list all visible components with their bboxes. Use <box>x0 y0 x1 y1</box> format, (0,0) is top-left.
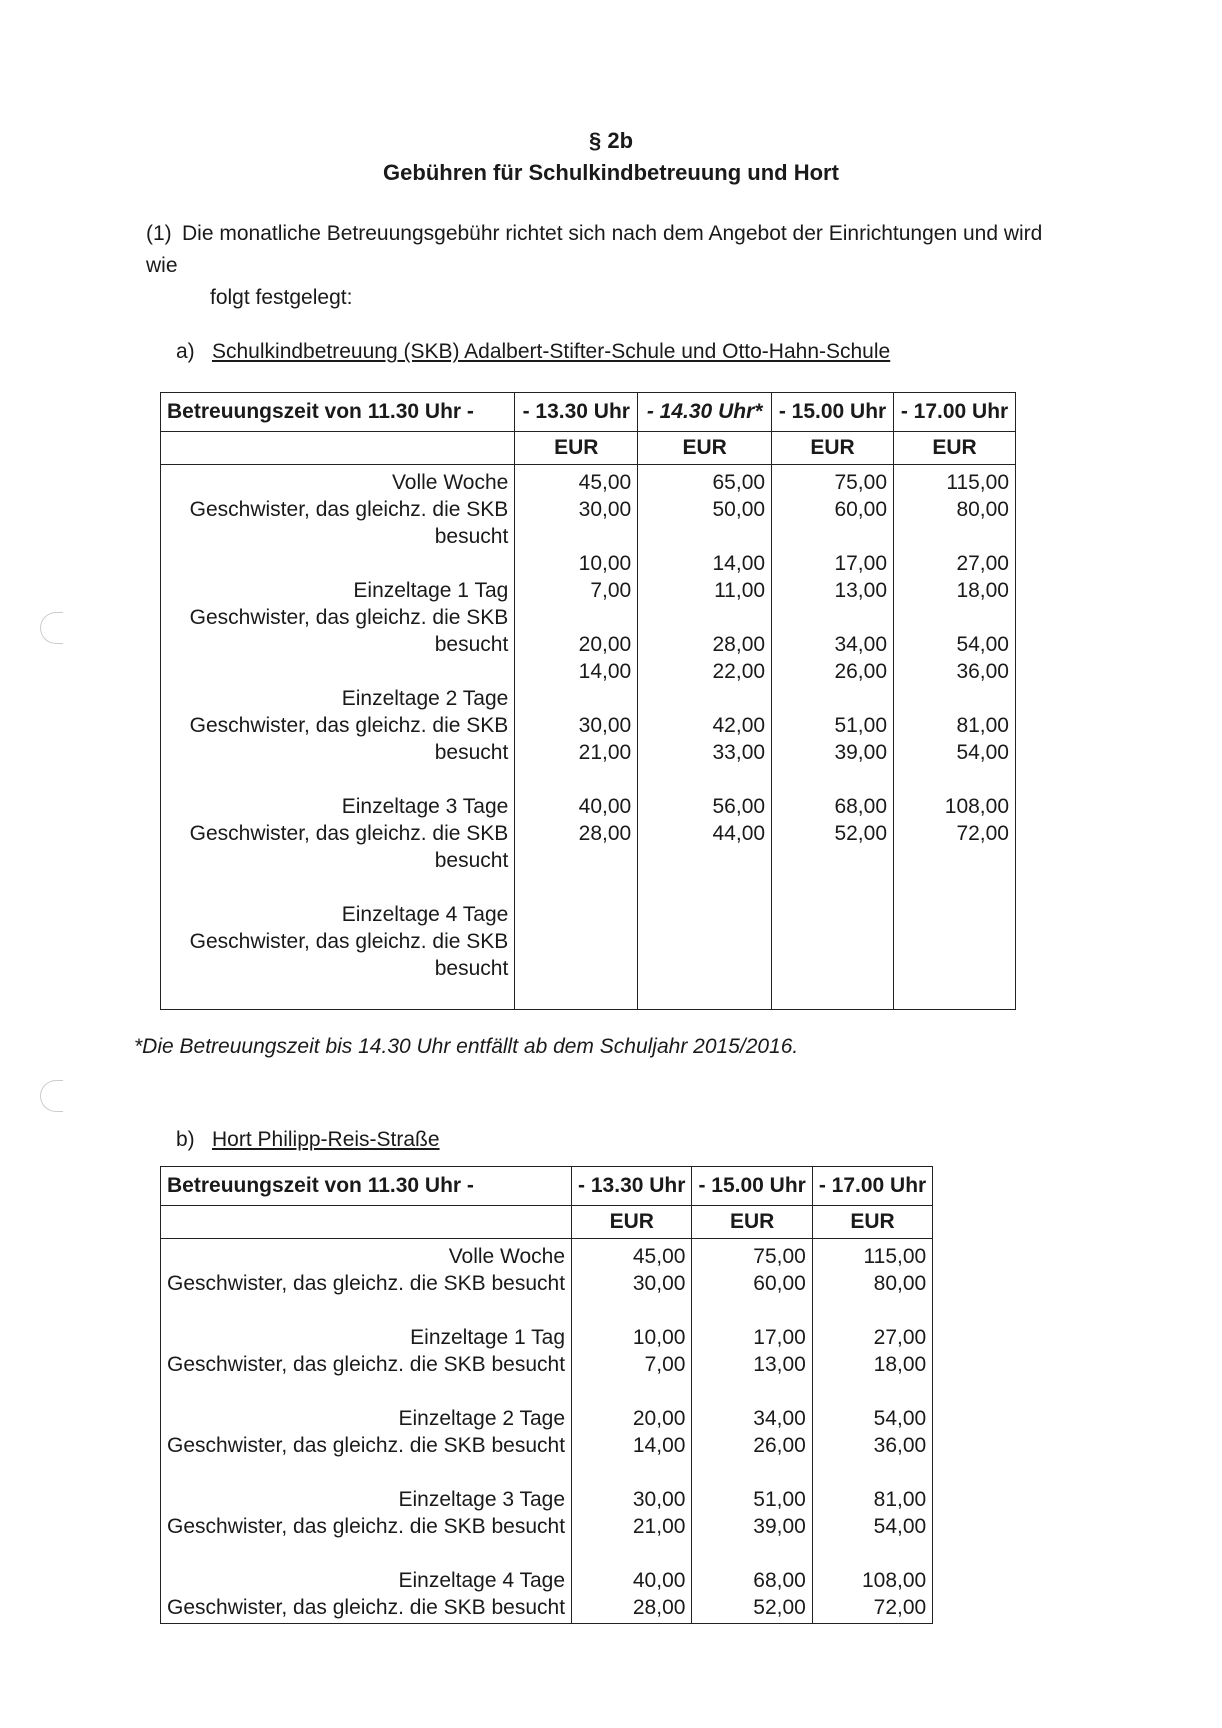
cell-line <box>644 928 765 955</box>
cell-line: 42,00 <box>712 714 766 737</box>
cell-line <box>819 1540 926 1567</box>
cell-line: 36,00 <box>956 660 1009 683</box>
cell-line: 28,00 <box>712 633 766 656</box>
cell-line: Geschwister, das gleichz. die SKB <box>189 498 509 521</box>
cell-line: 44,00 <box>712 822 766 845</box>
cell-line: 81,00 <box>873 1488 927 1511</box>
cell-line: 18,00 <box>956 579 1009 602</box>
cell-line <box>644 766 765 793</box>
cell-line <box>578 1297 685 1324</box>
cell-line: 54,00 <box>873 1515 927 1538</box>
fee-table-a <box>160 392 1016 1010</box>
cell-line: 60,00 <box>834 498 888 521</box>
cell-line: 30,00 <box>578 498 632 521</box>
table-a-labels <box>161 465 515 1010</box>
cell-line <box>644 604 765 631</box>
section-b-title: Hort Philipp-Reis-Straße <box>212 1128 440 1151</box>
cell-line: 108,00 <box>944 795 1009 818</box>
cell-line: Geschwister, das gleichz. die SKB besucht <box>167 1515 566 1538</box>
cell-line: 52,00 <box>753 1596 806 1619</box>
cell-line: 7,00 <box>590 579 632 602</box>
cell-line <box>819 1297 926 1324</box>
cell-line: 13,00 <box>834 579 888 602</box>
cell-line: 34,00 <box>753 1407 806 1430</box>
table-b-currency: EUR <box>812 1206 932 1239</box>
section-a-letter: a) <box>176 340 195 363</box>
cell-line: 54,00 <box>873 1407 927 1430</box>
intro-line-2: folgt festgelegt: <box>210 286 353 309</box>
table-b-col-1700: - 17.00 Uhr <box>812 1167 932 1206</box>
cell-line: 26,00 <box>753 1434 806 1457</box>
cell-line <box>167 1378 565 1405</box>
cell-line: 45,00 <box>632 1245 686 1268</box>
section-b-heading <box>176 1128 440 1152</box>
cell-line: 22,00 <box>712 660 766 683</box>
cell-line: Einzeltage 1 Tag <box>410 1326 566 1349</box>
cell-line: Einzeltage 4 Tage <box>341 903 509 926</box>
cell-line <box>778 685 887 712</box>
table-b-currency-blank <box>161 1206 572 1239</box>
cell-line <box>167 874 508 901</box>
cell-line: besucht <box>434 633 509 656</box>
cell-line: 30,00 <box>578 714 632 737</box>
cell-line <box>900 874 1009 901</box>
table-b-header-row <box>161 1167 933 1206</box>
cell-line <box>167 1459 565 1486</box>
cell-line: besucht <box>434 957 509 980</box>
cell-line <box>644 955 765 982</box>
cell-line: 72,00 <box>956 822 1009 845</box>
cell-line: 65,00 <box>712 471 766 494</box>
cell-line <box>521 928 631 955</box>
cell-line: 28,00 <box>578 822 632 845</box>
cell-line <box>167 658 508 685</box>
cell-line: 28,00 <box>632 1596 686 1619</box>
cell-line <box>900 901 1009 928</box>
cell-line: 10,00 <box>632 1326 686 1349</box>
cell-line <box>578 1378 685 1405</box>
intro-line-1: Die monatliche Betreuungsgebühr richtet sich nach dem Angebot der Einrichtungen und wird wie <box>146 222 1043 277</box>
cell-line: 75,00 <box>753 1245 806 1268</box>
cell-line: 14,00 <box>712 552 766 575</box>
table-a-col-1700: - 17.00 Uhr <box>894 393 1016 432</box>
table-b-header-label: Betreuungszeit von 11.30 Uhr - <box>161 1167 572 1206</box>
cell-line: Einzeltage 2 Tage <box>398 1407 566 1430</box>
table-a-currency-row <box>161 432 1016 465</box>
cell-line: Geschwister, das gleichz. die SKB <box>189 606 509 629</box>
cell-line: 30,00 <box>632 1488 686 1511</box>
cell-line <box>778 874 887 901</box>
cell-line: Einzeltage 2 Tage <box>341 687 509 710</box>
cell-line: Einzeltage 3 Tage <box>341 795 509 818</box>
cell-line <box>521 874 631 901</box>
cell-line <box>167 550 508 577</box>
table-a-values-1430 <box>638 465 772 1010</box>
table-b-body-row <box>161 1239 933 1624</box>
table-b-col-1500: - 15.00 Uhr <box>692 1167 812 1206</box>
table-a-body-row <box>161 465 1016 1010</box>
cell-line <box>698 1540 805 1567</box>
cell-line <box>578 1459 685 1486</box>
cell-line: Geschwister, das gleichz. die SKB besucht <box>167 1434 566 1457</box>
cell-line: 30,00 <box>632 1272 686 1295</box>
cell-line <box>644 523 765 550</box>
cell-line <box>698 1378 805 1405</box>
cell-line: 36,00 <box>873 1434 927 1457</box>
table-a-currency: EUR <box>894 432 1016 465</box>
table-b-values-1700 <box>812 1239 932 1624</box>
table-b-values-1330 <box>572 1239 692 1624</box>
cell-line: 17,00 <box>753 1326 806 1349</box>
cell-line <box>778 955 887 982</box>
table-a-header-row <box>161 393 1016 432</box>
cell-line: besucht <box>434 525 509 548</box>
section-b-letter: b) <box>176 1128 195 1151</box>
table-a-col-1330: - 13.30 Uhr <box>515 393 638 432</box>
cell-line: besucht <box>434 741 509 764</box>
cell-line <box>778 928 887 955</box>
cell-line: 72,00 <box>873 1596 927 1619</box>
cell-line: 21,00 <box>632 1515 686 1538</box>
cell-line: 39,00 <box>834 741 888 764</box>
cell-line: Geschwister, das gleichz. die SKB <box>189 714 509 737</box>
intro-number: (1) <box>146 222 172 245</box>
cell-line <box>521 604 631 631</box>
table-a-header-label: Betreuungszeit von 11.30 Uhr - <box>161 393 515 432</box>
cell-line: Geschwister, das gleichz. die SKB besucht <box>167 1596 566 1619</box>
cell-line: 33,00 <box>712 741 766 764</box>
cell-line: 17,00 <box>834 552 888 575</box>
cell-line: 115,00 <box>863 1245 927 1268</box>
table-a-values-1700 <box>894 465 1016 1010</box>
cell-line <box>778 901 887 928</box>
cell-line: 20,00 <box>578 633 632 656</box>
cell-line: 115,00 <box>946 471 1009 494</box>
cell-line <box>578 1540 685 1567</box>
cell-line <box>644 685 765 712</box>
cell-line: 75,00 <box>834 471 888 494</box>
cell-line: 81,00 <box>956 714 1009 737</box>
cell-line: 51,00 <box>834 714 888 737</box>
table-b-values-1500 <box>692 1239 812 1624</box>
footnote: *Die Betreuungszeit bis 14.30 Uhr entfällt ab dem Schuljahr 2015/2016. <box>134 1035 799 1058</box>
table-b-col-1330: - 13.30 Uhr <box>572 1167 692 1206</box>
cell-line: 27,00 <box>956 552 1009 575</box>
section-a-title: Schulkindbetreuung (SKB) Adalbert-Stifter-Schule und Otto-Hahn-Schule <box>212 340 891 363</box>
cell-line <box>521 847 631 874</box>
cell-line: 54,00 <box>956 633 1009 656</box>
cell-line: 10,00 <box>578 552 632 575</box>
cell-line: Einzeltage 1 Tag <box>353 579 509 602</box>
table-a-currency: EUR <box>638 432 772 465</box>
table-b-labels <box>161 1239 572 1624</box>
cell-line <box>900 928 1009 955</box>
table-a-col-1430: - 14.30 Uhr* <box>638 393 772 432</box>
cell-line <box>521 901 631 928</box>
cell-line: 13,00 <box>753 1353 806 1376</box>
cell-line: 45,00 <box>578 471 632 494</box>
cell-line: 7,00 <box>644 1353 686 1376</box>
cell-line <box>521 955 631 982</box>
cell-line: Geschwister, das gleichz. die SKB <box>189 822 509 845</box>
cell-line: 56,00 <box>712 795 766 818</box>
cell-line <box>778 523 887 550</box>
cell-line <box>778 847 887 874</box>
cell-line: Volle Woche <box>448 1245 566 1268</box>
cell-line <box>521 766 631 793</box>
cell-line: Geschwister, das gleichz. die SKB besucht <box>167 1272 566 1295</box>
cell-line: 39,00 <box>753 1515 806 1538</box>
cell-line <box>644 847 765 874</box>
cell-line <box>698 1459 805 1486</box>
cell-line <box>778 766 887 793</box>
cell-line: 80,00 <box>873 1272 927 1295</box>
cell-line <box>819 1378 926 1405</box>
cell-line: Geschwister, das gleichz. die SKB <box>189 930 509 953</box>
cell-line: Geschwister, das gleichz. die SKB besucht <box>167 1353 566 1376</box>
cell-line <box>900 847 1009 874</box>
table-a-values-1330 <box>515 465 638 1010</box>
cell-line: 108,00 <box>861 1569 927 1592</box>
cell-line: 14,00 <box>632 1434 686 1457</box>
cell-line <box>900 685 1009 712</box>
cell-line: 80,00 <box>956 498 1009 521</box>
table-b-currency: EUR <box>572 1206 692 1239</box>
cell-line: Einzeltage 3 Tage <box>398 1488 566 1511</box>
cell-line <box>644 901 765 928</box>
cell-line: 52,00 <box>834 822 888 845</box>
cell-line: 18,00 <box>873 1353 927 1376</box>
table-a-currency: EUR <box>772 432 894 465</box>
cell-line <box>167 1540 565 1567</box>
cell-line: 68,00 <box>834 795 888 818</box>
cell-line: 68,00 <box>753 1569 806 1592</box>
cell-line <box>521 685 631 712</box>
section-a-heading <box>176 340 890 364</box>
table-b-currency-row <box>161 1206 933 1239</box>
cell-line <box>900 523 1009 550</box>
cell-line: 40,00 <box>578 795 632 818</box>
cell-line <box>698 1297 805 1324</box>
table-a-currency: EUR <box>515 432 638 465</box>
cell-line: Einzeltage 4 Tage <box>398 1569 566 1592</box>
fee-table-b <box>160 1166 933 1624</box>
cell-line <box>167 766 508 793</box>
cell-line: 51,00 <box>753 1488 806 1511</box>
punch-hole-mark <box>40 1080 63 1112</box>
cell-line: besucht <box>434 849 509 872</box>
cell-line: 14,00 <box>578 660 632 683</box>
cell-line <box>900 604 1009 631</box>
table-b-currency: EUR <box>692 1206 812 1239</box>
cell-line <box>778 604 887 631</box>
cell-line <box>819 1459 926 1486</box>
cell-line <box>167 1297 565 1324</box>
cell-line <box>521 523 631 550</box>
intro-paragraph <box>146 218 1076 314</box>
cell-line: 11,00 <box>714 579 766 602</box>
table-a-currency-blank <box>161 432 515 465</box>
cell-line <box>644 874 765 901</box>
cell-line: 50,00 <box>712 498 766 521</box>
cell-line: 21,00 <box>578 741 632 764</box>
cell-line: 54,00 <box>956 741 1009 764</box>
cell-line <box>900 955 1009 982</box>
cell-line: 60,00 <box>753 1272 806 1295</box>
table-a-col-1500: - 15.00 Uhr <box>772 393 894 432</box>
cell-line: 20,00 <box>632 1407 686 1430</box>
cell-line: 27,00 <box>873 1326 927 1349</box>
cell-line: 40,00 <box>632 1569 686 1592</box>
table-a-values-1500 <box>772 465 894 1010</box>
cell-line <box>900 766 1009 793</box>
punch-hole-mark <box>40 612 63 644</box>
document-title: Gebühren für Schulkindbetreuung und Hort <box>383 160 839 185</box>
cell-line: Volle Woche <box>391 471 509 494</box>
paragraph-number: § 2b <box>588 128 634 153</box>
cell-line: 34,00 <box>834 633 888 656</box>
cell-line: 26,00 <box>834 660 888 683</box>
